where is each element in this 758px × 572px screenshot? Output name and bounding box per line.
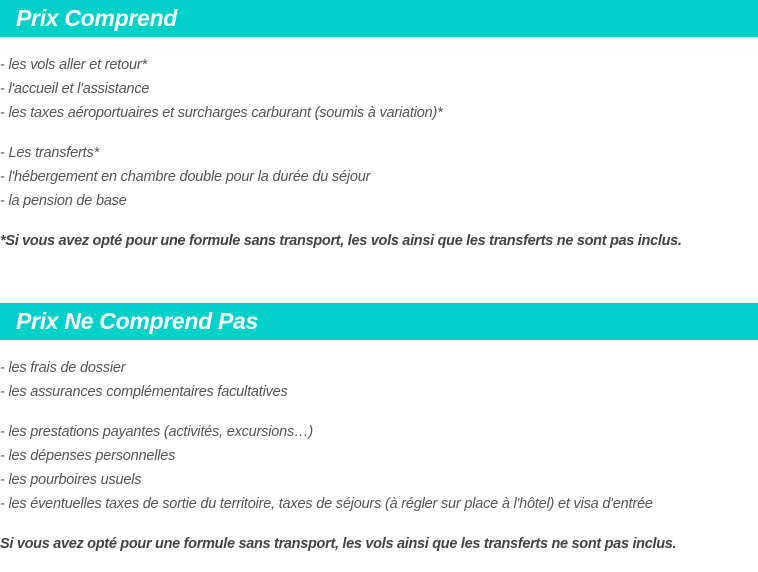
list-item: - les vols aller et retour* [0,57,147,73]
included-transport-note: *Si vous avez opté pour une formule sans transport, les vols ainsi que les transferts ne sont pas inclus. [0,233,682,249]
excluded-section-header: Prix Ne Comprend Pas [0,303,758,340]
list-item: - les taxes aéroportuaires et surcharges carburant (soumis à variation)* [0,105,443,121]
list-item: - les frais de dossier [0,360,126,376]
list-item: - l'hébergement en chambre double pour la durée du séjour [0,169,371,185]
excluded-list-group-2 [0,420,653,516]
included-list-group-2 [0,141,370,213]
list-item: - les pourboires usuels [0,472,142,488]
included-section-header: Prix Comprend [0,0,758,37]
included-list-group-1 [0,53,443,125]
list-item: - les dépenses personnelles [0,448,176,464]
list-item: - les éventuelles taxes de sortie du territoire, taxes de séjours (à régler sur place à l'hôtel) et visa d'entrée [0,496,653,512]
list-item: - la pension de base [0,193,127,209]
list-item: - les prestations payantes (activités, excursions…) [0,424,313,440]
list-item: - Les transferts* [0,145,99,161]
list-item: - les assurances complémentaires facultatives [0,384,288,400]
excluded-list-group-1 [0,356,288,404]
list-item: - l'accueil et l'assistance [0,81,150,97]
excluded-transport-note: Si vous avez opté pour une formule sans transport, les vols ainsi que les transferts ne sont pas inclus. [0,536,677,552]
